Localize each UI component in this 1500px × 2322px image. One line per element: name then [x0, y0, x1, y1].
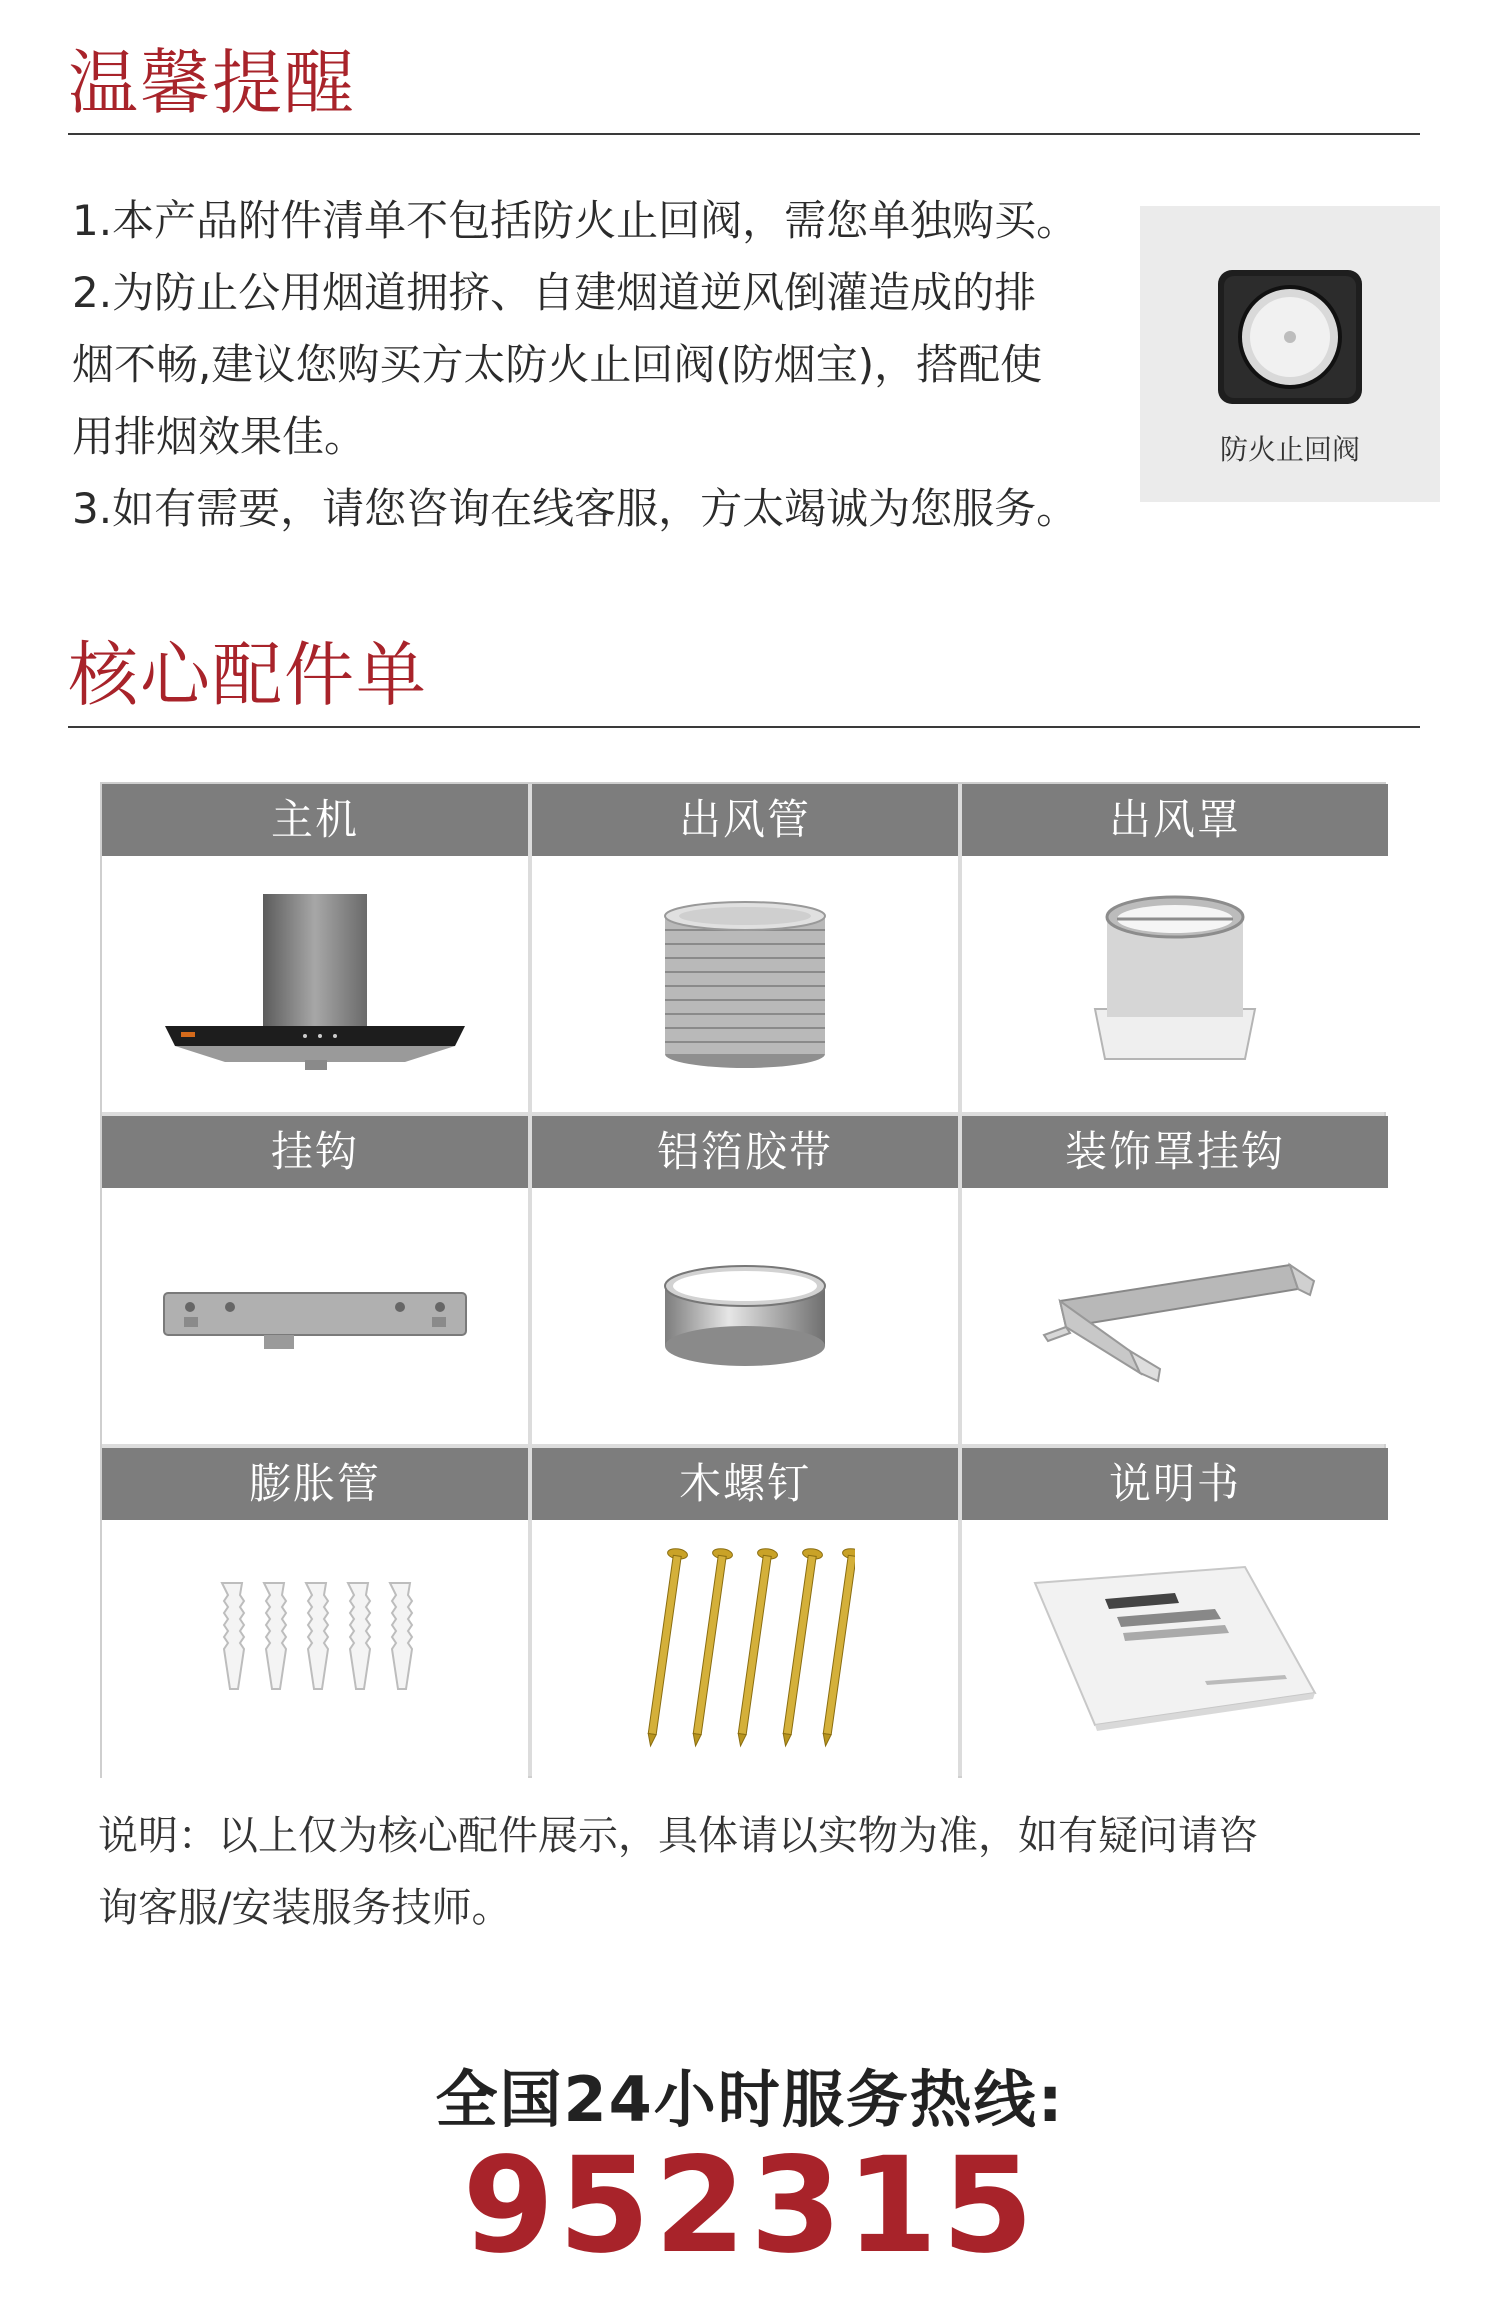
reminder-title: 温馨提醒	[68, 42, 356, 124]
divider	[68, 133, 1420, 135]
manual-icon	[1025, 1563, 1325, 1733]
accessory-cell	[102, 784, 528, 1112]
reminder-line: 用排烟效果佳。	[72, 412, 367, 461]
accessory-cell	[102, 1448, 528, 1778]
fire-check-valve-icon	[1210, 262, 1370, 412]
range-hood-icon	[155, 884, 475, 1084]
note-line: 询客服/安装服务技师。	[98, 1885, 512, 1931]
valve-caption: 防火止回阀	[1219, 433, 1360, 466]
accessory-label: 说明书	[962, 1448, 1388, 1520]
accessory-label: 铝箔胶带	[532, 1116, 958, 1188]
reminder-line: 2.为防止公用烟道拥挤、自建烟道逆风倒灌造成的排	[72, 268, 1037, 317]
reminder-list	[72, 185, 1132, 545]
accessory-cell	[532, 1448, 958, 1778]
foil-duct-icon	[655, 894, 835, 1074]
accessory-label: 出风罩	[962, 784, 1388, 856]
reminder-line: 3.如有需要，请您咨询在线客服，方太竭诚为您服务。	[72, 484, 1079, 533]
accessory-cell	[102, 1116, 528, 1444]
accessory-cell	[962, 1448, 1388, 1778]
accessory-note	[98, 1800, 1428, 1944]
accessory-label: 膨胀管	[102, 1448, 528, 1520]
mounting-bracket-icon	[160, 1271, 470, 1361]
accessory-cell	[962, 1116, 1388, 1444]
accessory-label: 主机	[102, 784, 528, 856]
note-line: 说明：以上仅为核心配件展示，具体请以实物为准，如有疑问请咨	[98, 1813, 1258, 1859]
accessory-label: 出风管	[532, 784, 958, 856]
reminder-line: 烟不畅,建议您购买方太防火止回阀(防烟宝)，搭配使	[72, 340, 1043, 389]
wood-screw-icon	[635, 1543, 855, 1753]
accessory-label: 木螺钉	[532, 1448, 958, 1520]
fire-check-valve-card	[1140, 206, 1440, 502]
accessories-title: 核心配件单	[68, 634, 428, 716]
accessory-cell	[962, 784, 1388, 1112]
accessory-cell	[532, 1116, 958, 1444]
wall-anchor-icon	[210, 1573, 420, 1723]
hotline-number: 952315	[462, 2129, 1038, 2283]
accessory-grid	[100, 782, 1386, 1778]
cover-hook-icon	[1030, 1241, 1320, 1391]
hotline-label: 全国24小时服务热线:	[435, 2063, 1065, 2136]
accessory-cell	[532, 784, 958, 1112]
reminder-line: 1.本产品附件清单不包括防火止回阀，需您单独购买。	[72, 196, 1079, 245]
outlet-cover-icon	[1085, 889, 1265, 1079]
accessory-label: 挂钩	[102, 1116, 528, 1188]
foil-tape-icon	[655, 1256, 835, 1376]
accessory-label: 装饰罩挂钩	[962, 1116, 1388, 1188]
divider	[68, 726, 1420, 728]
